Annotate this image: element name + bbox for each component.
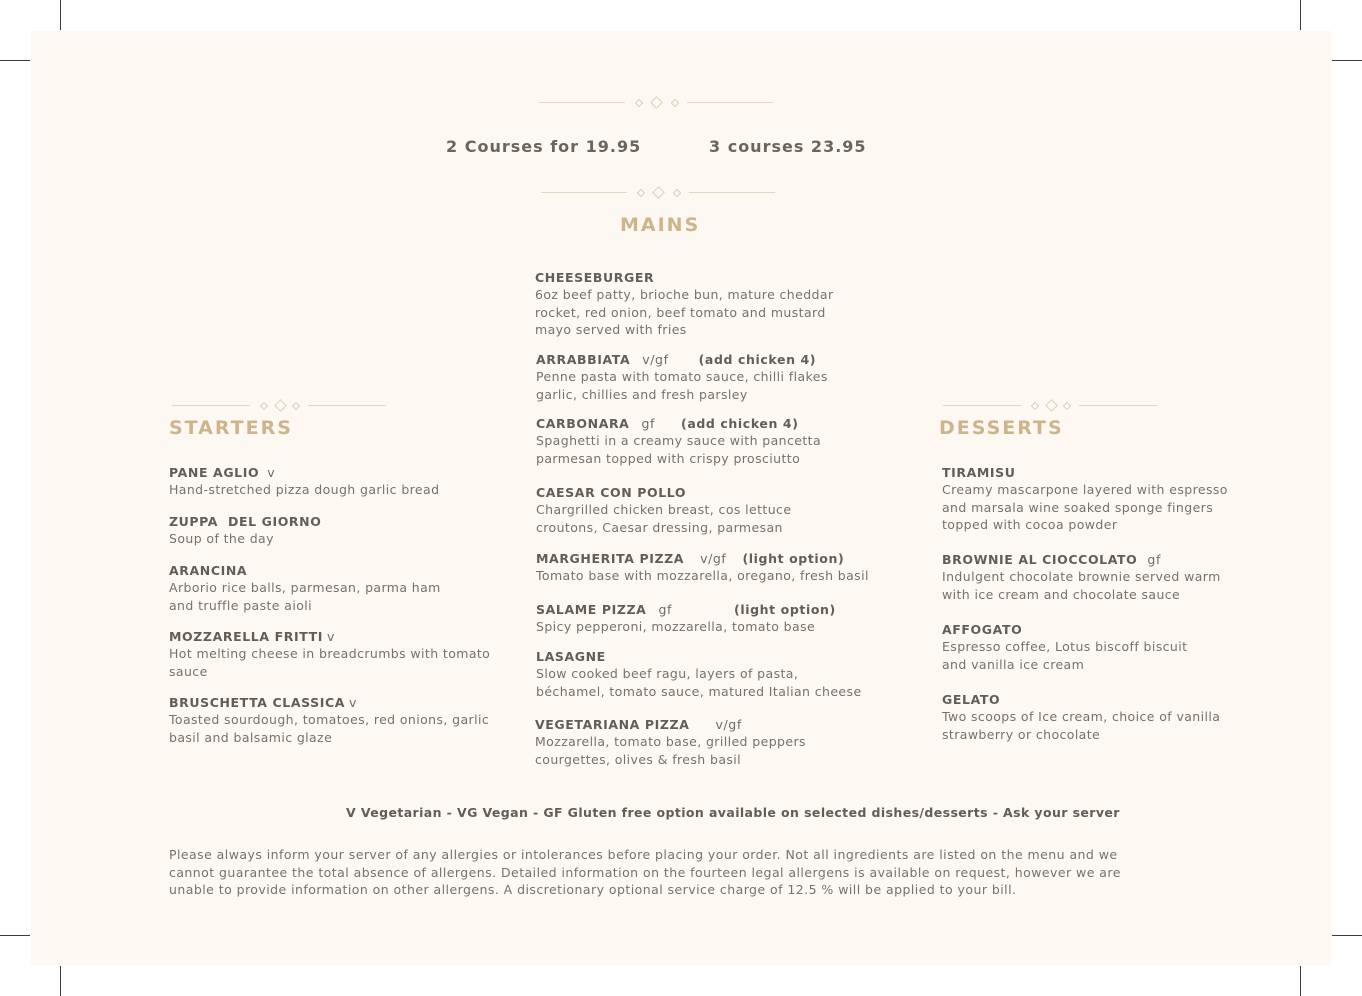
menu-item <box>942 551 1247 603</box>
allergen-notice: Please always inform your server of any allergies or intolerances before placing your order. Not all ingredients are listed on the menu and we cannot guarantee the total absence of allergens. Detailed information on the fourteen legal allergens is available on request, however we are unable to provide information on other allergens. A discretionary optional service charge of 12.5 % will be applied to your bill. <box>169 847 1121 897</box>
item-name: PANE AGLIO v <box>169 465 276 480</box>
menu-item <box>942 464 1247 534</box>
diamond-divider-icon <box>943 400 1157 412</box>
item-description: Two scoops of Ice cream, choice of vanilla strawberry or chocolate <box>942 709 1221 742</box>
item-description: Mozzarella, tomato base, grilled peppers courgettes, olives & fresh basil <box>535 734 806 767</box>
item-extra: (light option) <box>734 602 836 617</box>
item-name: TIRAMISU <box>942 465 1016 480</box>
item-name: BRUSCHETTA CLASSICA v <box>169 695 358 710</box>
menu-item <box>169 513 509 548</box>
crop-mark <box>1300 0 1301 30</box>
item-description: Toasted sourdough, tomatoes, red onions, garlic basil and balsamic glaze <box>169 712 490 745</box>
menu-item <box>536 648 876 700</box>
crop-mark <box>1332 935 1362 936</box>
item-name: ZUPPA DEL GIORNO <box>169 514 322 529</box>
diamond-divider-icon <box>172 400 386 412</box>
menu-item <box>169 562 509 614</box>
crop-mark <box>0 60 30 61</box>
menu-item <box>536 351 856 403</box>
item-name: AFFOGATO <box>942 622 1023 637</box>
item-name: ARANCINA <box>169 563 248 578</box>
menu-item <box>169 628 509 680</box>
item-name: BROWNIE AL CIOCCOLATO gf <box>942 552 1161 567</box>
menu-item <box>942 621 1247 673</box>
dietary-tag: v/gf <box>715 717 742 732</box>
item-description: Hot melting cheese in breadcrumbs with tomato sauce <box>169 646 491 679</box>
crop-mark <box>1332 60 1362 61</box>
item-description: Chargrilled chicken breast, cos lettuce croutons, Caesar dressing, parmesan <box>536 502 792 535</box>
item-name: VEGETARIANA PIZZA v/gf <box>535 717 742 732</box>
menu-item <box>536 484 856 536</box>
item-description: Indulgent chocolate brownie served warm with ice cream and chocolate sauce <box>942 569 1221 602</box>
item-name: LASAGNE <box>536 649 606 664</box>
diamond-divider-icon <box>541 187 776 199</box>
item-name: ARRABBIATA v/gf (add chicken 4) <box>536 352 817 367</box>
desserts-title: DESSERTS <box>939 417 1064 439</box>
item-description: Spicy pepperoni, mozzarella, tomato base <box>536 619 816 634</box>
item-name: MARGHERITA PIZZA v/gf (light option) <box>536 551 845 566</box>
price-two-courses: 2 Courses for 19.95 <box>446 137 642 156</box>
crop-mark <box>1300 966 1301 996</box>
dietary-tag: gf <box>1147 552 1161 567</box>
menu-item <box>536 601 856 636</box>
menu-item <box>169 694 514 746</box>
item-name: SALAME PIZZA gf (light option) <box>536 602 836 617</box>
item-name: GELATO <box>942 692 1001 707</box>
item-name: CAESAR CON POLLO <box>536 485 687 500</box>
dietary-tag: v <box>327 629 335 644</box>
dietary-tag: v <box>267 465 276 480</box>
dietary-tag: gf <box>658 602 673 617</box>
crop-mark <box>60 966 61 996</box>
item-description: Tomato base with mozzarella, oregano, fresh basil <box>536 568 869 583</box>
item-description: Slow cooked beef ragu, layers of pasta, béchamel, tomato sauce, matured Italian cheese <box>536 666 862 699</box>
item-description: Penne pasta with tomato sauce, chilli flakes garlic, chillies and fresh parsley <box>536 369 828 402</box>
dietary-tag: v/gf <box>642 352 669 367</box>
item-description: Creamy mascarpone layered with espresso and marsala wine soaked sponge fingers topped with cocoa powder <box>942 482 1228 532</box>
dietary-tag: v/gf <box>700 551 727 566</box>
item-description: Spaghetti in a creamy sauce with pancetta parmesan topped with crispy prosciutto <box>536 433 822 466</box>
starters-title: STARTERS <box>169 417 293 439</box>
item-description: Arborio rice balls, parmesan, parma ham and truffle paste aioli <box>169 580 441 613</box>
dietary-legend: V Vegetarian - VG Vegan - GF Gluten free option available on selected dishes/desserts - Ask your server <box>346 805 1120 820</box>
item-description: Hand-stretched pizza dough garlic bread <box>169 482 440 497</box>
item-description: Espresso coffee, Lotus biscoff biscuit and vanilla ice cream <box>942 639 1188 672</box>
price-three-courses: 3 courses 23.95 <box>709 137 867 156</box>
menu-item <box>536 550 881 585</box>
item-extra: (add chicken 4) <box>698 352 817 367</box>
diamond-divider-icon <box>539 97 774 109</box>
item-description: 6oz beef patty, brioche bun, mature cheddar rocket, red onion, beef tomato and mustard mayo served with fries <box>535 287 834 337</box>
item-description: Soup of the day <box>169 531 274 546</box>
item-name: MOZZARELLA FRITTI v <box>169 629 335 644</box>
menu-item <box>535 716 855 768</box>
item-name: CARBONARA gf (add chicken 4) <box>536 416 799 431</box>
item-name: CHEESEBURGER <box>535 270 655 285</box>
item-extra: (light option) <box>742 551 845 566</box>
crop-mark <box>0 935 30 936</box>
dietary-tag: gf <box>641 416 656 431</box>
menu-item <box>169 464 509 499</box>
crop-mark <box>60 0 61 30</box>
mains-title: MAINS <box>620 214 701 236</box>
menu-item <box>536 415 856 467</box>
dietary-tag: v <box>349 695 358 710</box>
item-extra: (add chicken 4) <box>681 416 799 431</box>
menu-item <box>535 269 855 339</box>
menu-item <box>942 691 1247 743</box>
